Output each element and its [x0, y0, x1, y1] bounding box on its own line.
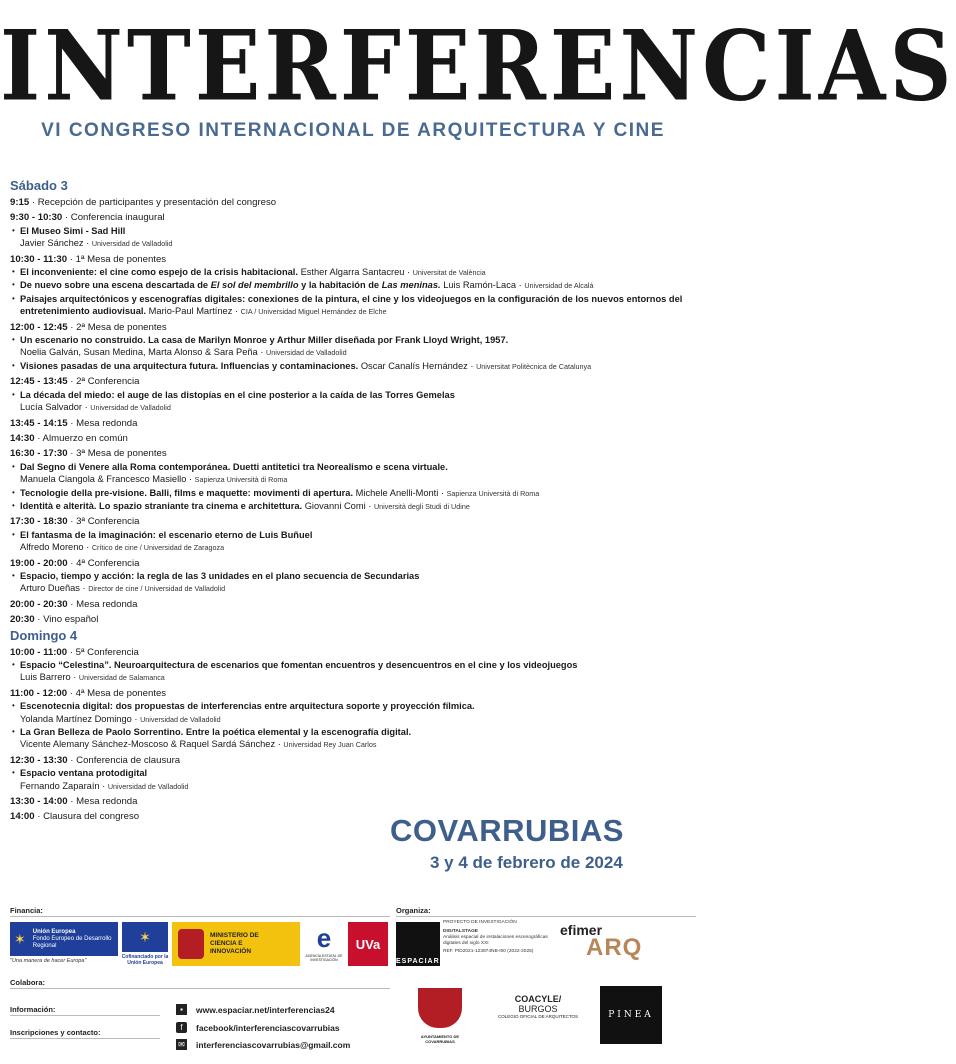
talk-author: Lucía Salvador: [20, 402, 83, 413]
divider: [396, 916, 696, 917]
talk-title-part: y la habitación de: [298, 280, 382, 291]
project-ref: REF. PID2021-123974NB-I00 (2022-2025): [443, 949, 534, 954]
slot-time: 10:00 - 11:00: [10, 646, 68, 658]
slot-desc: 3ª Conferencia: [76, 516, 140, 528]
talk-author-line: Manuela Ciangola & Francesco Masiello · Sapienza Università di Roma: [20, 474, 288, 485]
slot-desc: 2ª Conferencia: [76, 376, 140, 388]
slot-time: 10:30 - 11:30: [10, 253, 68, 265]
slot-desc: Almuerzo en común: [42, 432, 128, 444]
talk-author: Esther Algarra Santacreu: [300, 267, 405, 278]
informacion-label: Información:: [10, 1005, 56, 1014]
talk-item: • De nuevo sobre una escena descartada de El sol del membrillo y la habitación de Las meninas. Luis Ramón-Laca · Universidad de Alcalá: [10, 279, 700, 292]
talk-affiliation: Universidad Rey Juan Carlos: [283, 740, 377, 750]
coacyle-burgos: BURGOS: [518, 1004, 558, 1014]
talk-author-line: Javier Sánchez · Universidad de Valladolid: [20, 238, 173, 249]
feder-logo: [10, 922, 118, 956]
covarrubias-crest-icon: [418, 988, 462, 1028]
schedule-slot: 12:45 - 13:45 · 2ª Conferencia: [10, 376, 140, 388]
divider: [10, 916, 390, 917]
efimer-logo: efimer: [560, 922, 603, 938]
schedule-slot: 9:30 - 10:30 · Conferencia inaugural: [10, 212, 165, 224]
schedule-slot: 11:00 - 12:00 · 4ª Mesa de ponentes: [10, 687, 167, 699]
day-heading: Sábado 3: [10, 178, 68, 193]
project-name: DIGITALSTAGE: [443, 929, 478, 934]
talk-item: [10, 389, 700, 401]
talk-item: • Tecnologie della pre-visione. Balli, films e maquette: movimenti di apertura. Michele Anelli-Monti · Sapienza Università di Roma: [10, 487, 700, 500]
talk-title: Escenotecnia digital: dos propuestas de interferencias entre arquitectura soporte y proyección fílmica.: [20, 701, 475, 712]
talk-author: Manuela Ciangola & Francesco Masiello: [20, 474, 187, 485]
talk-affiliation: Università degli Studi di Udine: [373, 501, 470, 511]
schedule-slot: 13:45 - 14:15 · Mesa redonda: [10, 417, 138, 429]
day-heading: Domingo 4: [10, 627, 78, 643]
talk-item: • Identità e alterità. Lo spazio straniante tra cinema e architettura. Giovanni Comi · Università degli Studi di Udine: [10, 500, 700, 513]
slot-desc: Conferencia inaugural: [70, 212, 165, 224]
talk-title: El inconveniente: el cine como espejo de la crisis habitacional.: [20, 267, 298, 278]
schedule-slot: 13:30 - 14:00 · Mesa redonda: [10, 796, 138, 808]
talk-author: Javier Sánchez: [20, 238, 84, 249]
slot-time: 13:30 - 14:00: [10, 796, 68, 808]
slot-desc: 2ª Mesa de ponentes: [76, 321, 167, 333]
talk-author-line: Arturo Dueñas · Director de cine / Universidad de Valladolid: [20, 583, 226, 594]
efimer-arq: ARQ: [586, 934, 643, 961]
congress-subtitle: VI CONGRESO INTERNACIONAL DE ARQUITECTURA Y CINE: [41, 120, 665, 141]
talk-author: Noelia Galván, Susan Medina, Marta Alonso & Sara Peña: [20, 347, 258, 358]
talk-author: Mario-Paul Martínez: [148, 306, 233, 317]
talk-title: Identità e alterità. Lo spazio straniante tra cinema e architettura.: [20, 500, 303, 511]
talk-author: Michele Anelli-Monti: [355, 487, 439, 498]
schedule-slot: 19:00 - 20:00 · 4ª Conferencia: [10, 557, 140, 569]
talk-title: Paisajes arquitectónicos y escenografías digitales: conexiones de la pintura, el cine y los videojuegos en la configuración de los nuevos entornos del entretenimiento audiovisual.: [20, 293, 683, 317]
talk-author: Giovanni Comi: [304, 500, 366, 511]
espaciar-project: [443, 920, 551, 955]
schedule-slot: 10:30 - 11:30 · 1ª Mesa de ponentes: [10, 253, 167, 265]
pinea-logo: PINEA: [600, 986, 662, 1044]
talk-author: Alfredo Moreno: [20, 542, 84, 553]
talk-item: [10, 225, 700, 237]
ministerio-name: MINISTERIO DE CIENCIA E INNOVACIÓN: [210, 932, 259, 955]
talk-item: [10, 529, 700, 541]
talk-item: [10, 659, 700, 671]
talk-item: [10, 461, 700, 473]
talk-title: Tecnologie della pre-visione. Balli, films e maquette: movimenti di apertura.: [20, 487, 354, 498]
agencia-logo: [304, 922, 344, 966]
talk-author-line: Yolanda Martínez Domingo · Universidad de Valladolid: [20, 713, 221, 724]
slot-time: 9:30 - 10:30: [10, 212, 63, 224]
uva-logo: UVa: [348, 922, 388, 966]
slot-desc: Clausura del congreso: [43, 811, 140, 823]
colabora-label: Colabora:: [10, 978, 46, 987]
talk-author-line: Alfredo Moreno · Crítico de cine / Universidad de Zaragoza: [20, 542, 225, 553]
slot-time: 20:00 - 20:30: [10, 598, 68, 610]
talk-affiliation: Universidad de Salamanca: [78, 673, 165, 683]
financia-label: Financia:: [10, 906, 43, 915]
talk-affiliation: Universitat de València: [412, 268, 486, 278]
project-label: PROYECTO DE INVESTIGACIÓN: [443, 920, 517, 925]
schedule-slot: 20:00 - 20:30 · Mesa redonda: [10, 598, 138, 610]
talk-item: [10, 767, 700, 779]
slot-time: 12:45 - 13:45: [10, 376, 68, 388]
talk-author-line: Lucía Salvador · Universidad de Valladolid: [20, 402, 171, 413]
slot-desc: Mesa redonda: [76, 417, 138, 429]
slot-time: 9:15: [10, 197, 30, 208]
talk-author-line: Fernando Zaparaín · Universidad de Valladolid: [20, 780, 189, 791]
slot-desc: Mesa redonda: [76, 598, 138, 610]
talk-author: Yolanda Martínez Domingo: [20, 713, 132, 724]
talk-affiliation: Universidad de Valladolid: [107, 781, 189, 791]
talk-title: Visiones pasadas de una arquitectura futura. Influencias y contaminaciones.: [20, 360, 359, 371]
website-link[interactable]: www.espaciar.net/interferencias24: [196, 1005, 335, 1015]
slot-desc: Conferencia de clausura: [76, 754, 181, 766]
venue-city: COVARRUBIAS: [390, 813, 624, 848]
web-icon: ▪: [176, 1004, 187, 1015]
talk-affiliation: Universidad de Alcalá: [524, 281, 594, 291]
talk-title: La década del miedo: el auge de las distopías en el cine posterior a la caída de las Torres Gemelas: [20, 389, 455, 400]
talk-affiliation: Universidad de Valladolid: [140, 714, 221, 724]
schedule-slot: 12:00 - 12:45 · 2ª Mesa de ponentes: [10, 321, 167, 333]
talk-author-line: Noelia Galván, Susan Medina, Marta Alonso & Sara Peña · Universidad de Valladolid: [20, 347, 347, 358]
divider: [10, 1038, 160, 1039]
slot-time: 12:30 - 13:30: [10, 754, 68, 766]
eu-stars-icon: ✶: [14, 930, 26, 947]
schedule-slot: 12:30 - 13:30 · Conferencia de clausura: [10, 754, 181, 766]
talk-affiliation: Universitat Politècnica de Catalunya: [476, 361, 592, 371]
slot-desc: Vino español: [43, 614, 99, 626]
talk-title: El Museo Simi - Sad Hill: [20, 225, 126, 236]
schedule-slot: 10:00 - 11:00 · 5ª Conferencia: [10, 646, 139, 658]
talk-author: Oscar Canalís Hernández: [360, 360, 468, 371]
inscripciones-label: Inscripciones y contacto:: [10, 1028, 101, 1037]
organiza-label: Organiza:: [396, 906, 431, 915]
talk-author-line: Vicente Alemany Sánchez-Moscoso & Raquel Sardá Sánchez · Universidad Rey Juan Carlos: [20, 739, 377, 750]
talk-title: Dal Segno di Venere alla Roma contemporánea. Duetti antitetici tra Neorealismo e scena virtuale.: [20, 461, 448, 472]
talk-item: • Paisajes arquitectónicos y escenografías digitales: conexiones de la pintura, el cine y los videojuegos en la configuración de los nuevos entornos del entretenimiento audiovisual. Mario-Paul Martínez · CIA / Universidad Miguel Hernández de Elche: [10, 293, 700, 319]
slot-time: 13:45 - 14:15: [10, 417, 68, 429]
slot-time: 20:30: [10, 614, 35, 626]
schedule-slot: 16:30 - 17:30 · 3ª Mesa de ponentes: [10, 448, 167, 460]
talk-affiliation: Universidad de Valladolid: [266, 348, 347, 358]
eu-title: Unión Europea: [32, 928, 76, 935]
venue-dates: 3 y 4 de febrero de 2024: [430, 853, 623, 872]
slot-desc: Recepción de participantes y presentación del congreso: [37, 197, 277, 208]
slot-desc: 4ª Conferencia: [76, 557, 140, 569]
talk-title: La Gran Belleza de Paolo Sorrentino. Entre la poética elemental y la escenografía digital.: [20, 727, 412, 738]
talk-author: Fernando Zaparaín: [20, 780, 100, 791]
talk-affiliation: CIA / Universidad Miguel Hernández de Elche: [240, 307, 387, 317]
ministerio-logo: [172, 922, 300, 966]
schedule-slot: 20:30 · Vino español: [10, 614, 99, 626]
talk-item: • Visiones pasadas de una arquitectura futura. Influencias y contaminaciones. Oscar Canalís Hernández · Universitat Politècnica de Catalunya: [10, 360, 700, 373]
film-title: El sol del membrillo: [210, 280, 299, 291]
project-desc: Análisis espacial de instalaciones escenográficas digitales del siglo XXI: [443, 935, 548, 946]
program: [10, 178, 700, 824]
slot-time: 12:00 - 12:45: [10, 321, 68, 333]
email-icon: ✉: [176, 1039, 187, 1050]
talk-title: Un escenario no construido. La casa de Marilyn Monroe y Arthur Miller diseñada por Frank Lloyd Wright, 1957.: [20, 335, 509, 346]
feder-motto: "Una manera de hacer Europa": [10, 958, 87, 964]
congress-title: INTERFERENCIAS: [0, 9, 956, 124]
talk-item: [10, 726, 700, 738]
spain-crest-icon: [178, 929, 204, 959]
talk-title: Espacio ventana protodigital: [20, 768, 148, 779]
divider: [10, 988, 390, 989]
facebook-icon: f: [176, 1022, 187, 1033]
schedule-slot: 14:30 · Almuerzo en común: [10, 432, 128, 444]
divider: [10, 1015, 160, 1016]
eu-cofinanced: Cofinanciado por la Unión Europea: [121, 954, 169, 966]
talk-affiliation: Universidad de Valladolid: [90, 403, 171, 413]
talk-affiliation: Sapienza Università di Roma: [446, 488, 540, 498]
painting-title: Las meninas.: [381, 280, 441, 291]
schedule-slot: 17:30 - 18:30 · 3ª Conferencia: [10, 516, 140, 528]
coacyle-logo: [498, 994, 578, 1019]
slot-desc: 5ª Conferencia: [75, 646, 139, 658]
talk-item: [10, 700, 700, 712]
slot-time: 14:30: [10, 432, 35, 444]
email-link[interactable]: interferenciascovarrubias@gmail.com: [196, 1040, 351, 1050]
slot-desc: 1ª Mesa de ponentes: [75, 253, 167, 265]
ayuntamiento-label: AYUNTAMIENTO DE COVARRUBIAS: [420, 1034, 460, 1044]
talk-author: Luis Ramón-Laca: [443, 280, 517, 291]
slot-time: 19:00 - 20:00: [10, 557, 68, 569]
coacyle-colegio: COLEGIO OFICIAL DE ARQUITECTOS: [498, 1014, 579, 1019]
slot-time: 11:00 - 12:00: [10, 687, 68, 699]
schedule-slot: 14:00 · Clausura del congreso: [10, 811, 140, 823]
talk-item: [10, 334, 700, 346]
talk-author: Vicente Alemany Sánchez-Moscoso & Raquel Sardá Sánchez: [20, 739, 276, 750]
slot-time: 16:30 - 17:30: [10, 448, 68, 460]
talk-title: El fantasma de la imaginación: el escenario eterno de Luis Buñuel: [20, 529, 313, 540]
talk-affiliation: Crítico de cine / Universidad de Zaragoza: [91, 543, 225, 553]
talk-author: Arturo Dueñas: [20, 583, 80, 594]
talk-item: • El inconveniente: el cine como espejo de la crisis habitacional. Esther Algarra Santacreu · Universitat de València: [10, 266, 700, 279]
agencia-name: AGENCIA ESTATAL DE INVESTIGACIÓN: [305, 954, 343, 962]
talk-author: Luis Barrero: [20, 672, 71, 683]
talk-title: Espacio, tiempo y acción: la regla de las 3 unidades en el plano secuencia de Secundarias: [20, 570, 420, 581]
talk-item: [10, 570, 700, 582]
slot-desc: 4ª Mesa de ponentes: [75, 687, 167, 699]
eu-flag-icon: ✶: [122, 922, 168, 952]
talk-affiliation: Universidad de Valladolid: [91, 239, 173, 249]
slot-desc: 3ª Mesa de ponentes: [76, 448, 167, 460]
talk-title-part: De nuevo sobre una escena descartada de: [20, 280, 211, 291]
coacyle-name: COACYLE/: [514, 994, 562, 1004]
facebook-link[interactable]: facebook/interferenciascovarrubias: [196, 1023, 340, 1033]
talk-title: Espacio “Celestina”. Neuroarquitectura de escenarios que fomentan encuentros y desencuentros en el cine y los videojuegos: [20, 660, 578, 670]
talk-title: [20, 280, 441, 290]
schedule-slot: 9:15 · Recepción de participantes y presentación del congreso: [10, 197, 277, 208]
agencia-e-icon: e: [316, 923, 332, 953]
espaciar-wordmark: ESPACIAR: [396, 958, 440, 965]
slot-time: 17:30 - 18:30: [10, 516, 68, 528]
talk-author-line: Luis Barrero · Universidad de Salamanca: [20, 672, 165, 683]
slot-time: 14:00: [10, 811, 35, 823]
slot-desc: Mesa redonda: [76, 796, 138, 808]
eu-subtitle: Fondo Europeo de Desarrollo Regional: [32, 935, 112, 949]
talk-affiliation: Director de cine / Universidad de Valladolid: [88, 584, 226, 594]
talk-affiliation: Sapienza Università di Roma: [194, 475, 288, 485]
